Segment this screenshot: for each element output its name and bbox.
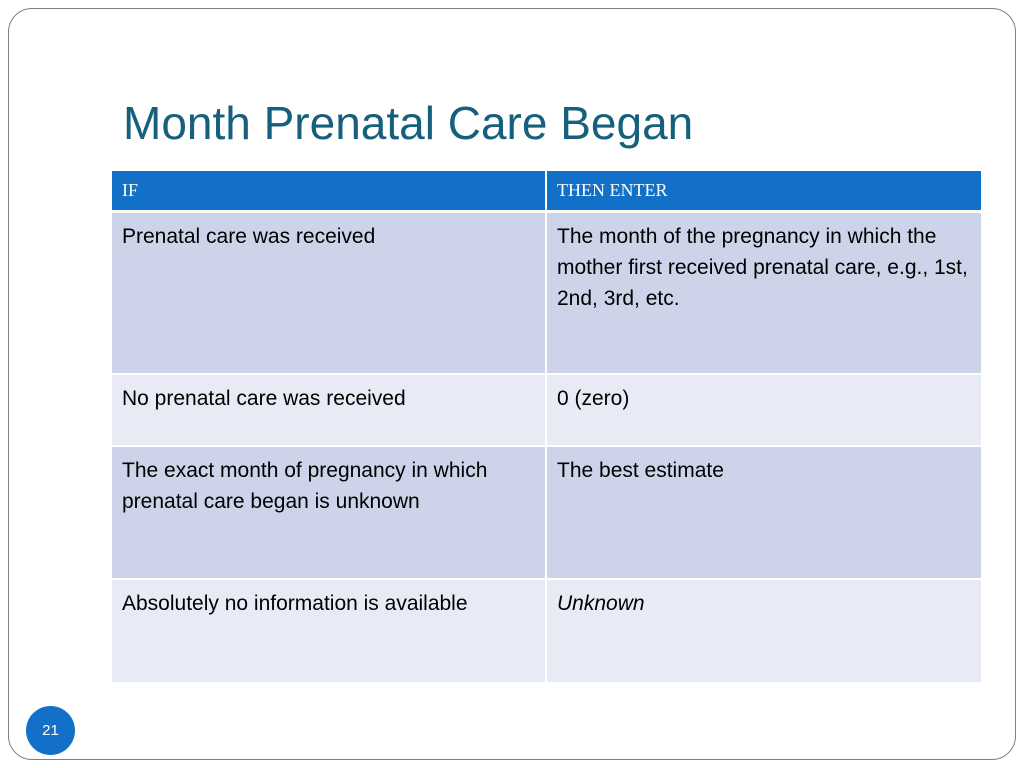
entry-cell: Unknown [546,579,981,682]
condition-cell: Prenatal care was received [112,211,546,374]
condition-cell: Absolutely no information is available [112,579,546,682]
entry-cell: The month of the pregnancy in which the mother first received prenatal care, e.g., 1st, 2nd, 3rd, etc. [546,211,981,374]
prenatal-care-table [112,171,981,682]
condition-cell: The exact month of pregnancy in which prenatal care began is unknown [112,446,546,579]
page-number-badge: 21 [26,706,75,755]
column-header-if: IF [112,171,546,211]
table-row [112,446,981,579]
condition-cell: No prenatal care was received [112,374,546,446]
slide-title: Month Prenatal Care Began [123,97,694,149]
table-row [112,374,981,446]
column-header-then-enter: THEN ENTER [546,171,981,211]
table-row [112,211,981,374]
entry-cell: 0 (zero) [546,374,981,446]
table-row [112,579,981,682]
slide-frame [8,8,1016,760]
entry-cell: The best estimate [546,446,981,579]
table-header-row [112,171,981,211]
